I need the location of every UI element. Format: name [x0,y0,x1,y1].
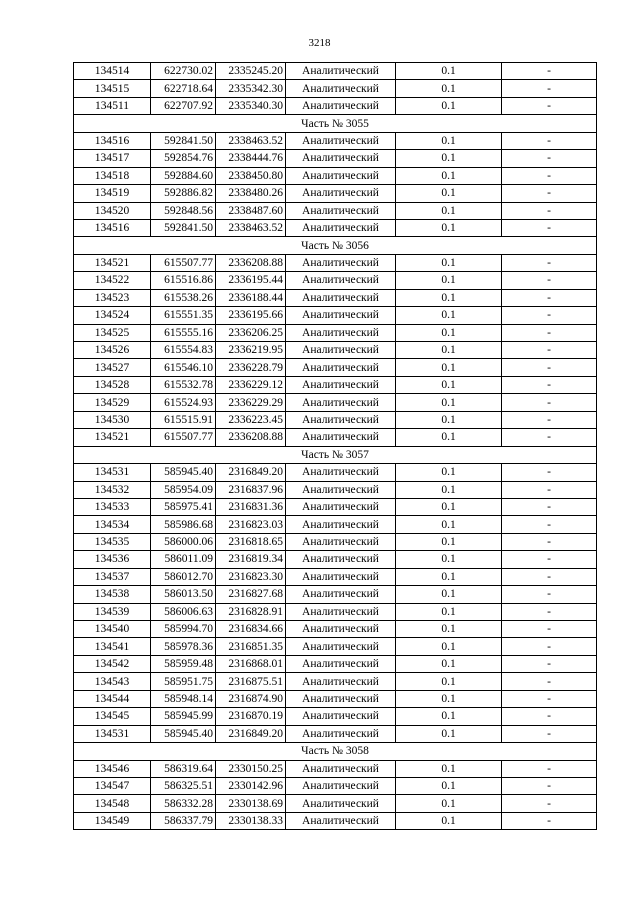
note-cell: - [502,498,597,515]
method-cell: Аналитический [286,533,396,550]
point-number-cell: 134529 [74,394,151,411]
coordinate-y-cell: 2338463.52 [216,219,286,236]
point-number-cell: 134525 [74,324,151,341]
method-cell: Аналитический [286,185,396,202]
precision-cell: 0.1 [396,568,502,585]
method-cell: Аналитический [286,272,396,289]
method-cell: Аналитический [286,132,396,149]
note-cell: - [502,254,597,271]
precision-cell: 0.1 [396,533,502,550]
coordinate-x-cell: 615546.10 [151,359,216,376]
point-number-cell: 134527 [74,359,151,376]
method-cell: Аналитический [286,812,396,829]
note-cell: - [502,777,597,794]
table-row [74,132,597,149]
method-cell: Аналитический [286,254,396,271]
precision-cell: 0.1 [396,464,502,481]
method-cell: Аналитический [286,202,396,219]
coordinate-y-cell: 2336188.44 [216,289,286,306]
coordinate-y-cell: 2336206.25 [216,324,286,341]
point-number-cell: 134535 [74,533,151,550]
table-row [74,342,597,359]
coordinate-x-cell: 622707.92 [151,97,216,114]
coordinate-y-cell: 2336229.12 [216,376,286,393]
coordinate-x-cell: 586332.28 [151,795,216,812]
table-row [74,638,597,655]
point-number-cell: 134518 [74,167,151,184]
table-row [74,167,597,184]
precision-cell: 0.1 [396,638,502,655]
point-number-cell: 134528 [74,376,151,393]
method-cell: Аналитический [286,376,396,393]
precision-cell: 0.1 [396,150,502,167]
method-cell: Аналитический [286,795,396,812]
coordinate-y-cell: 2336229.29 [216,394,286,411]
coordinate-x-cell: 592854.76 [151,150,216,167]
method-cell: Аналитический [286,638,396,655]
coordinate-x-cell: 615507.77 [151,429,216,446]
note-cell: - [502,219,597,236]
point-number-cell: 134549 [74,812,151,829]
table-row [74,725,597,742]
coordinate-x-cell: 586012.70 [151,568,216,585]
method-cell: Аналитический [286,63,396,80]
method-cell: Аналитический [286,97,396,114]
point-number-cell: 134523 [74,289,151,306]
coordinate-x-cell: 585986.68 [151,516,216,533]
method-cell: Аналитический [286,80,396,97]
method-cell: Аналитический [286,777,396,794]
note-cell: - [502,342,597,359]
table-row [74,498,597,515]
precision-cell: 0.1 [396,80,502,97]
point-number-cell: 134532 [74,481,151,498]
note-cell: - [502,150,597,167]
coordinate-y-cell: 2316831.36 [216,498,286,515]
coordinate-x-cell: 586006.63 [151,603,216,620]
table-row [74,812,597,829]
table-row [74,655,597,672]
point-number-cell: 134544 [74,690,151,707]
coordinate-x-cell: 615554.83 [151,342,216,359]
table-row [74,481,597,498]
point-number-cell: 134543 [74,673,151,690]
coordinate-y-cell: 2336208.88 [216,254,286,271]
precision-cell: 0.1 [396,272,502,289]
note-cell: - [502,760,597,777]
note-cell: - [502,533,597,550]
point-number-cell: 134536 [74,551,151,568]
note-cell: - [502,429,597,446]
page-number: 3218 [308,37,331,49]
point-number-cell: 134539 [74,603,151,620]
point-number-cell: 134531 [74,464,151,481]
section-header-row [74,446,597,463]
note-cell: - [502,324,597,341]
point-number-cell: 134530 [74,411,151,428]
coordinates-table-body [74,63,597,830]
precision-cell: 0.1 [396,551,502,568]
method-cell: Аналитический [286,725,396,742]
coordinate-y-cell: 2316819.34 [216,551,286,568]
coordinate-x-cell: 585994.70 [151,621,216,638]
method-cell: Аналитический [286,219,396,236]
note-cell: - [502,586,597,603]
section-title: Часть № 3056 [74,237,597,254]
coordinate-y-cell: 2316868.01 [216,655,286,672]
note-cell: - [502,673,597,690]
table-row [74,621,597,638]
table-row [74,394,597,411]
precision-cell: 0.1 [396,725,502,742]
precision-cell: 0.1 [396,167,502,184]
method-cell: Аналитический [286,289,396,306]
table-row [74,80,597,97]
note-cell: - [502,185,597,202]
precision-cell: 0.1 [396,63,502,80]
note-cell: - [502,603,597,620]
coordinate-y-cell: 2338450.80 [216,167,286,184]
point-number-cell: 134545 [74,708,151,725]
table-row [74,202,597,219]
table-row [74,760,597,777]
coordinate-y-cell: 2316828.91 [216,603,286,620]
note-cell: - [502,812,597,829]
point-number-cell: 134524 [74,307,151,324]
coordinate-y-cell: 2316870.19 [216,708,286,725]
coordinate-x-cell: 585978.36 [151,638,216,655]
coordinate-x-cell: 592884.60 [151,167,216,184]
precision-cell: 0.1 [396,516,502,533]
table-row [74,219,597,236]
method-cell: Аналитический [286,307,396,324]
point-number-cell: 134534 [74,516,151,533]
point-number-cell: 134520 [74,202,151,219]
point-number-cell: 134537 [74,568,151,585]
coordinate-x-cell: 615555.16 [151,324,216,341]
coordinate-x-cell: 615507.77 [151,254,216,271]
coordinate-x-cell: 586337.79 [151,812,216,829]
point-number-cell: 134531 [74,725,151,742]
table-row [74,254,597,271]
point-number-cell: 134546 [74,760,151,777]
method-cell: Аналитический [286,359,396,376]
coordinate-y-cell: 2316875.51 [216,673,286,690]
table-row [74,586,597,603]
note-cell: - [502,376,597,393]
precision-cell: 0.1 [396,481,502,498]
note-cell: - [502,394,597,411]
method-cell: Аналитический [286,655,396,672]
coordinate-y-cell: 2330142.96 [216,777,286,794]
point-number-cell: 134526 [74,342,151,359]
coordinate-y-cell: 2330150.25 [216,760,286,777]
coordinate-y-cell: 2335342.30 [216,80,286,97]
table-row [74,97,597,114]
coordinate-y-cell: 2336223.45 [216,411,286,428]
method-cell: Аналитический [286,690,396,707]
table-row [74,603,597,620]
method-cell: Аналитический [286,586,396,603]
section-title: Часть № 3055 [74,115,597,132]
method-cell: Аналитический [286,324,396,341]
note-cell: - [502,568,597,585]
note-cell: - [502,167,597,184]
point-number-cell: 134548 [74,795,151,812]
note-cell: - [502,655,597,672]
table-row [74,429,597,446]
precision-cell: 0.1 [396,132,502,149]
precision-cell: 0.1 [396,760,502,777]
precision-cell: 0.1 [396,795,502,812]
note-cell: - [502,481,597,498]
coordinate-x-cell: 585975.41 [151,498,216,515]
point-number-cell: 134514 [74,63,151,80]
note-cell: - [502,708,597,725]
precision-cell: 0.1 [396,708,502,725]
note-cell: - [502,80,597,97]
section-header-row [74,237,597,254]
coordinate-y-cell: 2316874.90 [216,690,286,707]
point-number-cell: 134522 [74,272,151,289]
point-number-cell: 134542 [74,655,151,672]
table-row [74,307,597,324]
table-row [74,568,597,585]
precision-cell: 0.1 [396,777,502,794]
precision-cell: 0.1 [396,498,502,515]
coordinate-x-cell: 585951.75 [151,673,216,690]
precision-cell: 0.1 [396,342,502,359]
coordinate-x-cell: 615524.93 [151,394,216,411]
coordinate-x-cell: 586319.64 [151,760,216,777]
table-row [74,324,597,341]
coordinate-y-cell: 2316849.20 [216,725,286,742]
point-number-cell: 134517 [74,150,151,167]
coordinate-y-cell: 2338480.26 [216,185,286,202]
point-number-cell: 134533 [74,498,151,515]
note-cell: - [502,411,597,428]
table-row [74,551,597,568]
coordinate-y-cell: 2316851.35 [216,638,286,655]
coordinate-x-cell: 585945.40 [151,464,216,481]
coordinate-x-cell: 586013.50 [151,586,216,603]
coordinate-x-cell: 592841.50 [151,132,216,149]
coordinate-x-cell: 592841.50 [151,219,216,236]
note-cell: - [502,795,597,812]
note-cell: - [502,202,597,219]
coordinate-y-cell: 2335340.30 [216,97,286,114]
note-cell: - [502,359,597,376]
section-title: Часть № 3058 [74,743,597,760]
method-cell: Аналитический [286,516,396,533]
table-row [74,359,597,376]
point-number-cell: 134541 [74,638,151,655]
table-row [74,708,597,725]
coordinate-x-cell: 585948.14 [151,690,216,707]
coordinate-y-cell: 2316827.68 [216,586,286,603]
method-cell: Аналитический [286,673,396,690]
coordinate-y-cell: 2336195.44 [216,272,286,289]
table-row [74,516,597,533]
note-cell: - [502,638,597,655]
point-number-cell: 134515 [74,80,151,97]
point-number-cell: 134538 [74,586,151,603]
coordinate-y-cell: 2316837.96 [216,481,286,498]
note-cell: - [502,307,597,324]
table-row [74,272,597,289]
precision-cell: 0.1 [396,324,502,341]
coordinates-table [73,62,597,830]
coordinate-x-cell: 622730.02 [151,63,216,80]
method-cell: Аналитический [286,167,396,184]
point-number-cell: 134547 [74,777,151,794]
coordinate-y-cell: 2316823.30 [216,568,286,585]
precision-cell: 0.1 [396,655,502,672]
coordinate-x-cell: 615538.26 [151,289,216,306]
point-number-cell: 134540 [74,621,151,638]
method-cell: Аналитический [286,411,396,428]
precision-cell: 0.1 [396,603,502,620]
coordinate-y-cell: 2338487.60 [216,202,286,219]
note-cell: - [502,289,597,306]
coordinate-x-cell: 615551.35 [151,307,216,324]
method-cell: Аналитический [286,394,396,411]
coordinate-x-cell: 585959.48 [151,655,216,672]
method-cell: Аналитический [286,603,396,620]
precision-cell: 0.1 [396,690,502,707]
note-cell: - [502,63,597,80]
coordinate-x-cell: 592848.56 [151,202,216,219]
point-number-cell: 134511 [74,97,151,114]
method-cell: Аналитический [286,498,396,515]
precision-cell: 0.1 [396,359,502,376]
coordinate-x-cell: 585945.40 [151,725,216,742]
coordinate-x-cell: 615532.78 [151,376,216,393]
note-cell: - [502,97,597,114]
method-cell: Аналитический [286,760,396,777]
table-row [74,63,597,80]
coordinate-x-cell: 592886.82 [151,185,216,202]
coordinate-y-cell: 2338463.52 [216,132,286,149]
method-cell: Аналитический [286,342,396,359]
table-row [74,150,597,167]
note-cell: - [502,464,597,481]
coordinate-x-cell: 586011.09 [151,551,216,568]
method-cell: Аналитический [286,568,396,585]
coordinate-y-cell: 2316823.03 [216,516,286,533]
note-cell: - [502,621,597,638]
point-number-cell: 134516 [74,132,151,149]
precision-cell: 0.1 [396,185,502,202]
precision-cell: 0.1 [396,307,502,324]
coordinate-x-cell: 615516.86 [151,272,216,289]
coordinate-x-cell: 586325.51 [151,777,216,794]
point-number-cell: 134519 [74,185,151,202]
precision-cell: 0.1 [396,586,502,603]
precision-cell: 0.1 [396,97,502,114]
note-cell: - [502,272,597,289]
precision-cell: 0.1 [396,429,502,446]
coordinate-y-cell: 2316818.65 [216,533,286,550]
table-row [74,533,597,550]
precision-cell: 0.1 [396,621,502,638]
note-cell: - [502,725,597,742]
point-number-cell: 134521 [74,254,151,271]
coordinate-x-cell: 585945.99 [151,708,216,725]
note-cell: - [502,690,597,707]
point-number-cell: 134521 [74,429,151,446]
precision-cell: 0.1 [396,411,502,428]
coordinate-x-cell: 622718.64 [151,80,216,97]
coordinate-x-cell: 585954.09 [151,481,216,498]
coordinate-y-cell: 2335245.20 [216,63,286,80]
table-row [74,464,597,481]
section-title: Часть № 3057 [74,446,597,463]
note-cell: - [502,132,597,149]
coordinate-y-cell: 2336219.95 [216,342,286,359]
precision-cell: 0.1 [396,673,502,690]
method-cell: Аналитический [286,481,396,498]
precision-cell: 0.1 [396,202,502,219]
table-row [74,673,597,690]
method-cell: Аналитический [286,150,396,167]
point-number-cell: 134516 [74,219,151,236]
table-row [74,411,597,428]
section-header-row [74,115,597,132]
method-cell: Аналитический [286,551,396,568]
coordinate-y-cell: 2330138.33 [216,812,286,829]
precision-cell: 0.1 [396,812,502,829]
coordinate-y-cell: 2336208.88 [216,429,286,446]
table-row [74,777,597,794]
precision-cell: 0.1 [396,219,502,236]
precision-cell: 0.1 [396,376,502,393]
method-cell: Аналитический [286,464,396,481]
coordinate-y-cell: 2316849.20 [216,464,286,481]
coordinate-x-cell: 586000.06 [151,533,216,550]
section-header-row [74,743,597,760]
table-row [74,795,597,812]
coordinate-x-cell: 615515.91 [151,411,216,428]
precision-cell: 0.1 [396,394,502,411]
precision-cell: 0.1 [396,254,502,271]
coordinate-y-cell: 2338444.76 [216,150,286,167]
coordinate-y-cell: 2330138.69 [216,795,286,812]
method-cell: Аналитический [286,429,396,446]
table-row [74,690,597,707]
coordinate-y-cell: 2336228.79 [216,359,286,376]
precision-cell: 0.1 [396,289,502,306]
coordinate-y-cell: 2336195.66 [216,307,286,324]
coordinate-y-cell: 2316834.66 [216,621,286,638]
note-cell: - [502,551,597,568]
method-cell: Аналитический [286,621,396,638]
note-cell: - [502,516,597,533]
table-row [74,376,597,393]
table-row [74,289,597,306]
table-row [74,185,597,202]
method-cell: Аналитический [286,708,396,725]
